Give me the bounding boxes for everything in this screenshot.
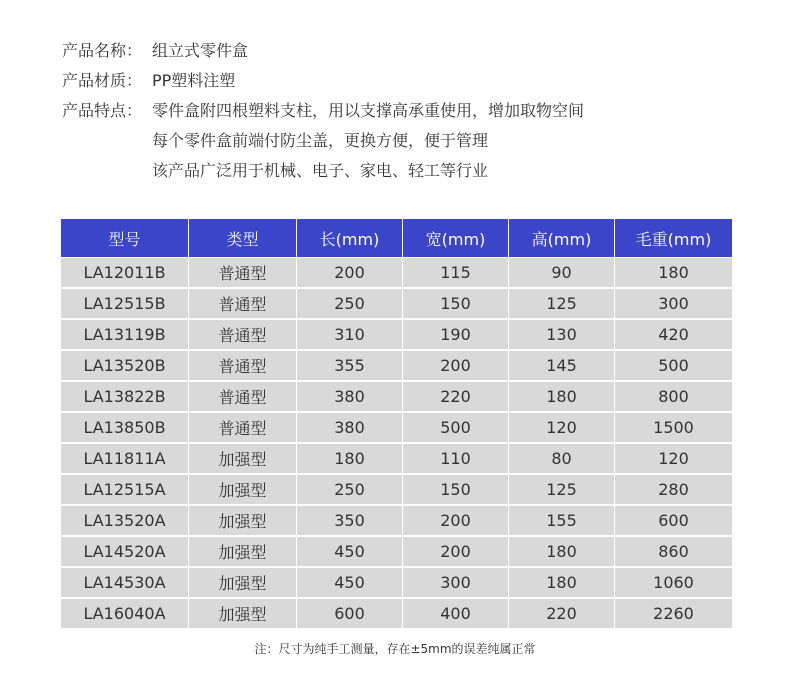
cell-weight: 2260 bbox=[615, 598, 733, 629]
cell-width: 115 bbox=[403, 258, 509, 289]
cell-height: 90 bbox=[509, 258, 615, 289]
cell-height: 125 bbox=[509, 474, 615, 505]
table-row bbox=[61, 288, 733, 319]
product-info bbox=[62, 36, 584, 186]
cell-width: 150 bbox=[403, 288, 509, 319]
cell-height: 120 bbox=[509, 412, 615, 443]
cell-weight: 180 bbox=[615, 258, 733, 289]
cell-model: LA11811A bbox=[61, 443, 189, 474]
cell-weight: 1500 bbox=[615, 412, 733, 443]
cell-model: LA13119B bbox=[61, 319, 189, 350]
product-name-value: 组立式零件盒 bbox=[152, 41, 249, 60]
cell-height: 130 bbox=[509, 319, 615, 350]
cell-height: 220 bbox=[509, 598, 615, 629]
cell-width: 300 bbox=[403, 567, 509, 598]
cell-type: 加强型 bbox=[189, 536, 297, 567]
product-material-label: 产品材质： bbox=[62, 71, 143, 90]
cell-model: LA13520B bbox=[61, 350, 189, 381]
cell-weight: 500 bbox=[615, 350, 733, 381]
table-row bbox=[61, 443, 733, 474]
cell-type: 加强型 bbox=[189, 474, 297, 505]
cell-height: 155 bbox=[509, 505, 615, 536]
product-material-row bbox=[62, 66, 584, 96]
cell-model: LA12515A bbox=[61, 474, 189, 505]
cell-model: LA13822B bbox=[61, 381, 189, 412]
cell-height: 180 bbox=[509, 536, 615, 567]
cell-model: LA14530A bbox=[61, 567, 189, 598]
cell-model: LA16040A bbox=[61, 598, 189, 629]
table-row bbox=[61, 536, 733, 567]
cell-width: 400 bbox=[403, 598, 509, 629]
measurement-note: 注：尺寸为纯手工测量，存在±5mm的误差纯属正常 bbox=[254, 642, 536, 656]
cell-length: 450 bbox=[297, 536, 403, 567]
cell-width: 190 bbox=[403, 319, 509, 350]
cell-weight: 860 bbox=[615, 536, 733, 567]
cell-type: 普通型 bbox=[189, 412, 297, 443]
cell-model: LA14520A bbox=[61, 536, 189, 567]
table-row bbox=[61, 258, 733, 289]
cell-model: LA13850B bbox=[61, 412, 189, 443]
table-row bbox=[61, 598, 733, 629]
cell-width: 200 bbox=[403, 350, 509, 381]
product-material-value: PP塑料注塑 bbox=[152, 71, 236, 90]
product-feature-line: 零件盒附四根塑料支柱，用以支撑高承重使用，增加取物空间 bbox=[152, 101, 585, 120]
cell-height: 180 bbox=[509, 381, 615, 412]
cell-width: 500 bbox=[403, 412, 509, 443]
cell-length: 250 bbox=[297, 288, 403, 319]
cell-length: 380 bbox=[297, 412, 403, 443]
cell-height: 180 bbox=[509, 567, 615, 598]
cell-type: 普通型 bbox=[189, 288, 297, 319]
cell-width: 200 bbox=[403, 505, 509, 536]
product-name-label: 产品名称： bbox=[62, 41, 143, 60]
cell-weight: 120 bbox=[615, 443, 733, 474]
cell-length: 350 bbox=[297, 505, 403, 536]
cell-type: 加强型 bbox=[189, 598, 297, 629]
cell-type: 加强型 bbox=[189, 443, 297, 474]
table-row bbox=[61, 350, 733, 381]
cell-length: 450 bbox=[297, 567, 403, 598]
cell-weight: 600 bbox=[615, 505, 733, 536]
table-body bbox=[61, 258, 733, 630]
cell-height: 80 bbox=[509, 443, 615, 474]
cell-type: 普通型 bbox=[189, 381, 297, 412]
product-features-label: 产品特点： bbox=[62, 101, 143, 120]
cell-width: 110 bbox=[403, 443, 509, 474]
column-header-model: 型号 bbox=[61, 219, 189, 258]
cell-weight: 1060 bbox=[615, 567, 733, 598]
cell-type: 加强型 bbox=[189, 567, 297, 598]
product-features-row bbox=[62, 96, 584, 126]
product-feature-line: 每个零件盒前端付防尘盖，更换方便，便于管理 bbox=[152, 131, 489, 150]
cell-height: 125 bbox=[509, 288, 615, 319]
cell-length: 250 bbox=[297, 474, 403, 505]
cell-type: 加强型 bbox=[189, 505, 297, 536]
cell-type: 普通型 bbox=[189, 350, 297, 381]
cell-type: 普通型 bbox=[189, 319, 297, 350]
product-feature-line: 该产品广泛用于机械、电子、家电、轻工等行业 bbox=[152, 161, 489, 180]
table-row bbox=[61, 412, 733, 443]
cell-weight: 300 bbox=[615, 288, 733, 319]
table-row bbox=[61, 474, 733, 505]
cell-weight: 800 bbox=[615, 381, 733, 412]
cell-width: 200 bbox=[403, 536, 509, 567]
cell-width: 220 bbox=[403, 381, 509, 412]
cell-height: 145 bbox=[509, 350, 615, 381]
cell-length: 310 bbox=[297, 319, 403, 350]
column-header-type: 类型 bbox=[189, 219, 297, 258]
table-header-row bbox=[61, 219, 733, 258]
cell-length: 355 bbox=[297, 350, 403, 381]
cell-model: LA12011B bbox=[61, 258, 189, 289]
column-header-width: 宽(mm) bbox=[403, 219, 509, 258]
column-header-length: 长(mm) bbox=[297, 219, 403, 258]
table-row bbox=[61, 505, 733, 536]
column-header-weight: 毛重(mm) bbox=[615, 219, 733, 258]
table-row bbox=[61, 567, 733, 598]
cell-model: LA13520A bbox=[61, 505, 189, 536]
cell-type: 普通型 bbox=[189, 258, 297, 289]
cell-length: 200 bbox=[297, 258, 403, 289]
column-header-height: 高(mm) bbox=[509, 219, 615, 258]
cell-weight: 420 bbox=[615, 319, 733, 350]
table-row bbox=[61, 319, 733, 350]
cell-weight: 280 bbox=[615, 474, 733, 505]
cell-length: 380 bbox=[297, 381, 403, 412]
cell-width: 150 bbox=[403, 474, 509, 505]
product-name-row bbox=[62, 36, 584, 66]
cell-length: 600 bbox=[297, 598, 403, 629]
table-row bbox=[61, 381, 733, 412]
cell-model: LA12515B bbox=[61, 288, 189, 319]
spec-table bbox=[60, 218, 733, 630]
cell-length: 180 bbox=[297, 443, 403, 474]
